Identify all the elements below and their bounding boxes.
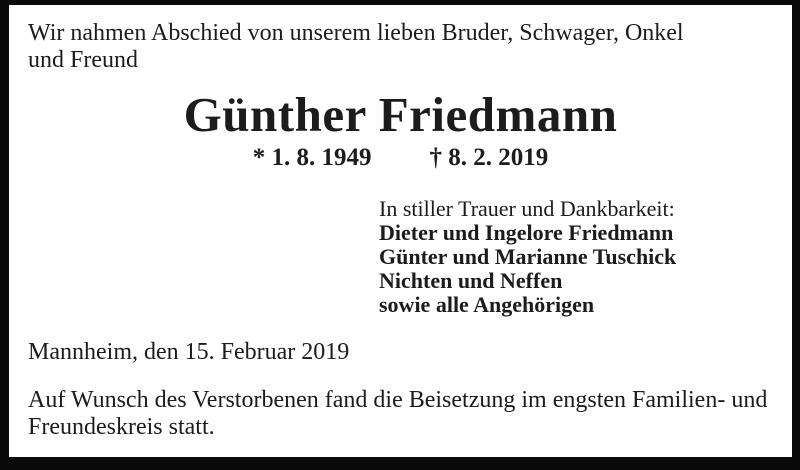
- mourner-line: Nichten und Neffen: [379, 268, 563, 293]
- obituary-notice: [9, 5, 792, 457]
- deceased-name: Günther Friedmann: [183, 87, 618, 142]
- mourner-line: Dieter und Ingelore Friedmann: [379, 220, 674, 245]
- mourner-line: sowie alle Angehörigen: [379, 292, 595, 317]
- intro-line-1: Wir nahmen Abschied von unserem lieben Bruder, Schwager, Onkel: [28, 20, 684, 46]
- death-date: † 8. 2. 2019: [429, 144, 549, 171]
- place-and-date: Mannheim, den 15. Februar 2019: [28, 339, 350, 365]
- intro-text: [28, 20, 684, 74]
- mourner-line: Günter und Marianne Tuschick: [379, 244, 677, 269]
- intro-line-2: und Freund: [28, 47, 138, 73]
- closing-line-2: Freundeskreis statt.: [28, 414, 215, 440]
- condolence-block: [379, 197, 676, 317]
- birth-date: * 1. 8. 1949: [252, 144, 372, 171]
- closing-line-1: Auf Wunsch des Verstorbenen fand die Beisetzung im engsten Familien- und: [28, 387, 768, 413]
- life-dates: [9, 144, 792, 172]
- closing-text: [28, 387, 767, 441]
- condolence-lead: In stiller Trauer und Dankbarkeit:: [379, 196, 675, 221]
